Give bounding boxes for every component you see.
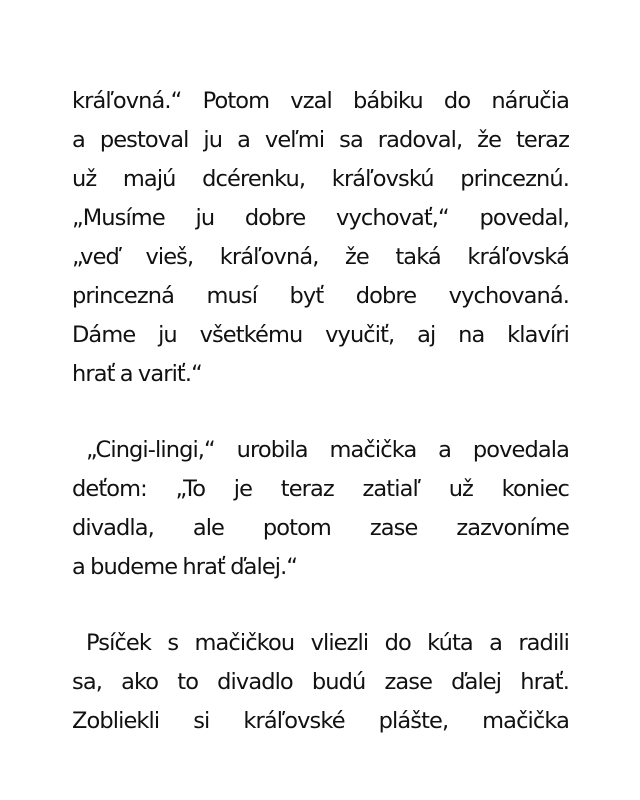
text-line: „Cingi-lingi,“ urobila mačička a povedala: [86, 437, 569, 463]
text-line: hrať a variť.“: [72, 361, 202, 387]
book-page: [72, 82, 569, 741]
text-line: a pestoval ju a veľmi sa radoval, že teraz: [72, 127, 569, 153]
text-line: „veď vieš, kráľovná, že taká kráľovská: [72, 244, 569, 270]
text-line: divadla, ale potom zase zazvoníme: [72, 515, 569, 541]
text-line: a budeme hrať ďalej.“: [72, 554, 298, 580]
text-line: Dáme ju všetkému vyučiť, aj na klavíri: [72, 322, 569, 348]
paragraph-2: [72, 431, 569, 587]
text-line: kráľovná.“ Potom vzal bábiku do náručia: [72, 88, 569, 114]
text-line: deťom: „To je teraz zatiaľ už koniec: [72, 476, 569, 502]
text-line: Zobliekli si kráľovské plášte, mačička: [72, 708, 569, 734]
text-line: sa, ako to divadlo budú zase ďalej hrať.: [72, 669, 569, 695]
text-line: Psíček s mačičkou vliezli do kúta a radili: [86, 630, 569, 656]
paragraph-gap: [72, 587, 569, 624]
paragraph-gap: [72, 394, 569, 431]
paragraph-3: [72, 624, 569, 741]
text-line: už majú dcérenku, kráľovskú princeznú.: [72, 166, 569, 192]
text-line: princezná musí byť dobre vychovaná.: [72, 283, 569, 309]
paragraph-1: [72, 82, 569, 394]
text-line: „Musíme ju dobre vychovať,“ povedal,: [72, 205, 569, 231]
